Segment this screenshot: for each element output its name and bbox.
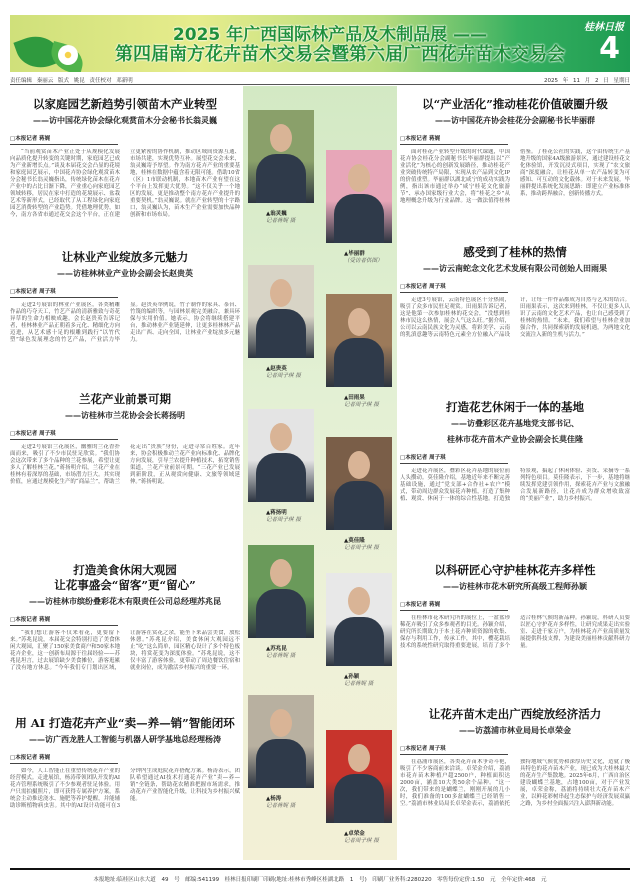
article-headline: 用 AI 打造花卉产业“卖—养—销”智能闭环 bbox=[15, 716, 235, 730]
article-byline: □本报记者 周子琪 bbox=[400, 744, 508, 755]
portrait-photo bbox=[248, 110, 314, 203]
person-body bbox=[256, 589, 306, 638]
article-byline: □本报记者 蒋娓 bbox=[10, 615, 118, 626]
photo-caption bbox=[266, 646, 295, 660]
caption-credit: 记者周子琪 摄 bbox=[344, 545, 379, 551]
person-head bbox=[348, 451, 370, 479]
flower-decoration-icon bbox=[58, 45, 78, 65]
article bbox=[10, 250, 240, 394]
caption-name: ▲翁灵巍 bbox=[266, 211, 287, 217]
caption-credit: 记者蒋娓 摄 bbox=[266, 803, 296, 809]
person-body bbox=[256, 309, 306, 358]
article-subheadline: ——访桂林市兰花协会会长蒋扬明 bbox=[65, 411, 185, 420]
article-byline: □本报记者 蒋娓 bbox=[400, 134, 508, 145]
article-subheadline: ——访叠彩区花卉基地党支部书记、 bbox=[451, 419, 579, 428]
person-head bbox=[270, 559, 292, 587]
divider bbox=[10, 868, 630, 870]
article-subheadline: ——访桂林林业产业协会副会长赵贵英 bbox=[57, 269, 193, 278]
article bbox=[10, 716, 240, 864]
article-body: 走进花卉展区，叠彩区花卉基地的展位前人头攒动。莫佳隆介绍，基地近年来不断完善基础设施，通过“党支部+合作社+农户”模式，带动周边群众发展花卉种植，打造了集种植、观赏、休闲于一体的综合性基地。打造独特景观，搞起了休闲体验、卖货、采摘等一系列特色项目。莫佳隆表示，下一步，基地将继续发挥党建引领作用，探索花卉产业与文旅融合发展新路径，让花卉成为群众增收致富的“美丽产业”，助力乡村振兴。 bbox=[400, 468, 630, 502]
caption-name: ▲苏兆昆 bbox=[266, 646, 287, 652]
photo-caption bbox=[344, 251, 383, 265]
article bbox=[400, 563, 630, 725]
footer-info: 本报地址:临桂区山水大道 49 号 邮编:541199 桂林日报印刷厂印刷(地址:桂林市秀峰区桂湖北路 1 号) 印刷厂业务科:2280220 零售每份定价:1.50 元 全年定价:468 元 bbox=[93, 877, 547, 883]
article-body: 在荔浦市展区，各类花卉苗木争奇斗艳，吸引了不少客商前来洽谈。卓荣金介绍，荔浦市花卉苗木种植户超2500户，种植面积达2000亩，涵盖10大类50余个品种。“这一次，我们带来的是蝴蝶兰，刚刚开展的几小时，我们准备的100多盆蝴蝶兰已经销售一空。”荔浦市林业局局长卓荣金表示，荔浦依托独特地域气候优势和深厚历史文化，造就了极具特色的花卉苗木产业，现已成为大桂林最大的花卉生产集散地。2025年6月，广西自治区建设蝴蝶兰基地，占地100亩，对于产业发展，卓荣金称，荔浦将持续壮大花卉苗木产业，以鲜花彩树串起生态保护与经济发展双赢之路，为乡村全面振兴注入澎湃新动能。 bbox=[400, 759, 630, 807]
article-byline: □本报记者 蒋娓 bbox=[10, 134, 118, 145]
portrait-photo bbox=[326, 730, 392, 823]
banner-title-line2: 第四届南方花卉苗木交易会暨第六届广西花卉苗木交易会 bbox=[115, 44, 565, 65]
page-number: 4 bbox=[599, 31, 620, 66]
divider bbox=[10, 84, 630, 85]
person-body bbox=[256, 154, 306, 203]
article-byline: □本报记者 蒋娓 bbox=[10, 753, 118, 764]
article-headline: 感受到了桂林的热情 bbox=[463, 245, 567, 259]
person-body bbox=[256, 453, 306, 502]
caption-credit: （受访者供图） bbox=[344, 258, 383, 264]
person-body bbox=[334, 338, 384, 387]
editor-credits: 责任编辑 秦丽云 版式 姚昆 责任校对 邓新明 bbox=[10, 78, 133, 84]
person-head bbox=[348, 308, 370, 336]
portrait-photo bbox=[326, 150, 392, 243]
article-subheadline: ——访中国花卉协会桂花分会副秘书长毕丽群 bbox=[435, 116, 595, 125]
article-byline: □本报记者 蒋娓 bbox=[400, 600, 508, 611]
photo-caption bbox=[344, 831, 379, 845]
article bbox=[400, 400, 630, 572]
caption-name: ▲卓荣金 bbox=[344, 831, 365, 837]
photo-caption bbox=[266, 366, 301, 380]
portrait-photo bbox=[248, 265, 314, 358]
article-subheadline: ——访广西龙胜人工智能与机器人研学基地总经理杨涛 bbox=[29, 735, 221, 744]
person-body bbox=[334, 194, 384, 243]
photo-caption bbox=[344, 674, 373, 688]
person-head bbox=[270, 709, 292, 737]
caption-credit: 记者周子琪 摄 bbox=[344, 838, 379, 844]
article bbox=[10, 563, 240, 718]
article-headline: 让花卉苗木走出广西绽放经济活力 bbox=[428, 707, 602, 721]
article-headline: 打造美食休闲大观园 bbox=[73, 563, 177, 577]
article-subheadline: ——访云南蛇念文化艺术发展有限公司创始人田雨果 bbox=[423, 264, 607, 273]
article-body: 走进2号展馆的林业产业展区，各类精雕作品的巧夺天工，竹艺产品的清新雅致与奇花异草的生命力相映成趣。会长赵贵英告诉记者，桂林林业产品正朝着多元化、精细化方向迈进，从艺术感十足的根雕到践行“以竹代塑”绿色发展理念的竹艺产品，产业活力毕显。赵贵英举例说，竹子制作的家具、茶台、竹篾的编织等，与园林景观完美融合，兼具环保与实用价值。她表示，协会将继续搭建平台，推动林业产业链延伸，让更多桂林林产品走出广西、走向全国，让林业产业绽放多元魅力。 bbox=[10, 302, 240, 343]
person-head bbox=[270, 124, 292, 152]
caption-name: ▲蒋扬明 bbox=[266, 510, 287, 516]
article-body: 走进3号展馆，云南特色展区十分热闹，吸引了众多市民驻足观赏。田雨果告诉记者，这是他第一次参加桂林的花交会，“没想到桂林市民这么热情，展会人气这么旺。”据介绍，公司以云南民族文化为灵感，将彩美学、云南的乳滇意趣等云南特色元素全方位融入产品设计，让每一件作品都成为自然与艺术的结合。田雨果表示，这次来到桂林，不仅让更多人认识了云南的文化艺术产品，也让自己感受到了桂林的热情。“未来，我们希望与桂林企业加强合作，共同探索新的发展机遇，为两地文化交流注入新的生机与活力。” bbox=[400, 297, 630, 338]
person-body bbox=[334, 774, 384, 823]
article-headline: 打造花艺休闲于一体的基地 bbox=[446, 400, 584, 414]
masthead-logo: 桂林日报 bbox=[584, 22, 624, 33]
article-byline: □本报记者 周子琪 bbox=[10, 287, 118, 298]
article-body: “当前观赏苗木产业正处于从规模化发展向品质化提升转变的关键时期，家庭园艺已成为产业新增长点。”谈及本届花交会凸显的花境和家庭园艺展示，中国花卉协会绿化观赏苗木分会秘书长翁灵巍指出，传统绿化苗木在花卉产业中的占比日渐下降，产业重心向家庭园艺领域转移，居民在家中打造的花境展示、盆栽艺术等新形式，已经取代了从工程绿化向家庭园艺消费转型的产业趋势。凭借地理优势，如今，南方各省市通过花交会这个平台，正在建立更紧密的协作机制，推动区域间资源互通、市场共建，实现优势互补。展望花交会未来，翁灵巍寄予厚望。作为南方花卉产业的重要基地，桂林在数据中蕴含着无限可能。借助10省（区）1市联动机制，本地苗木产业有望在这个平台上发挥更大优势。“这不仅关乎一个地区的发展，更是推动整个南方花卉产业提升的重要契机。”翁灵巍说。就在产业转型的十字路口，翁灵巍认为，苗木生产企业需要加快品种创新和市场布局。 bbox=[10, 149, 240, 218]
caption-name: ▲田雨果 bbox=[344, 395, 365, 401]
person-head bbox=[348, 164, 370, 192]
page-banner bbox=[10, 15, 630, 72]
article-headline: 让花事盛会“留客”更“留心” bbox=[54, 578, 196, 592]
article-subheadline: ——访桂林市缤纷叠彩花木有限责任公司总经理苏兆昆 bbox=[29, 597, 221, 606]
banner-title-line1: 2025 年广西国际林产品及木制品展 —— bbox=[172, 25, 488, 45]
caption-credit: 记者周子琪 摄 bbox=[344, 402, 379, 408]
article-byline: □本报记者 周子琪 bbox=[400, 453, 508, 464]
caption-name: ▲孙颖 bbox=[344, 674, 360, 680]
caption-credit: 记者蒋娓 摄 bbox=[266, 653, 296, 659]
person-body bbox=[334, 617, 384, 666]
issue-date: 2025 年 11 月 2 日 星期日 bbox=[544, 78, 630, 84]
caption-name: ▲毕丽群 bbox=[344, 251, 365, 257]
photo-caption bbox=[266, 510, 301, 524]
portrait-photo bbox=[248, 545, 314, 638]
portrait-photo bbox=[326, 573, 392, 666]
article-byline: □本报记者 周子琪 bbox=[400, 282, 508, 293]
article bbox=[10, 392, 240, 556]
article-body: 走进2号展馆兰花展区，幽雅的兰花香扑面而来，吸引了不少市民驻足欣赏。“我们协会这次带来了多个品种的兰花参展，希望让更多人了解桂林兰花。”蒋扬明介绍，兰花产业在桂林有着深厚的基础，市场潜力巨大。其实现价值，应通过规模化生产的“商品兰”，帮助兰花走出“贵族”身份，走进寻常百姓家。近年来，协会积极推动兰花产业向标准化、品牌化方向发展，引导兰农提升种植技术，拓宽销售渠道，兰花产业前景可期。“三花产业已发展到新阶段，正从观赏向健康、文旅等领域延伸。”蒋扬明说。 bbox=[10, 444, 240, 485]
photo-caption bbox=[344, 395, 379, 409]
photo-caption bbox=[266, 211, 295, 225]
portrait-photo bbox=[326, 294, 392, 387]
caption-credit: 记者周子琪 摄 bbox=[266, 517, 301, 523]
article-body: 在桂林市花木研究所的展位上，一盆盆珍稀花卉吸引了众多参观者的目光。孙颖介绍，研究所长期致力于本土花卉种质资源的收集、保存与利用工作，传承工作，其中，樱花栽培技术的系统性研究取得重要进展，培育了多个适合桂林气候的新品种。孙颖说，科研人员要以匠心守护花卉多样性，让研究成果走出实验室、走进千家万户，为桂林花卉产业高质量发展提供科技支撑，为建设美丽桂林贡献科研力量。 bbox=[400, 615, 630, 649]
caption-name: ▲莫佳隆 bbox=[344, 538, 365, 544]
article bbox=[400, 245, 630, 397]
caption-credit: 记者蒋娓 摄 bbox=[344, 681, 374, 687]
person-head bbox=[348, 587, 370, 615]
person-body bbox=[334, 481, 384, 530]
person-head bbox=[270, 279, 292, 307]
article-headline: 以家庭园艺新趋势引领苗木产业转型 bbox=[33, 97, 217, 111]
caption-credit: 记者蒋娓 摄 bbox=[266, 218, 296, 224]
article-headline: 以科研匠心守护桂林花卉多样性 bbox=[434, 563, 596, 577]
person-head bbox=[348, 744, 370, 772]
article bbox=[400, 707, 630, 879]
article-body: 如今，人工智能正在重塑传统花卉产业的经营模式。走进展馆，杨涛带领团队开发的AI花卉管理系统吸引了不少参观者驻足体验。用户只需拍摄照片，即可获得专属养护方案，系统会主动推送浇水、施肥等养护提醒，并能辅助诊断植物病虫害。其中的AI设计功能可在3分钟内生成庭院花卉搭配方案。杨涛表示，团队希望通过AI技术打通花卉产业“卖—养—销”全链条，帮助花农精准把握市场需求，推动花卉产业智能化升级，让科技为乡村振兴赋能。 bbox=[10, 768, 240, 809]
article-headline: 以“产业活化”推动桂花价值破圈升级 bbox=[422, 97, 608, 111]
caption-name: ▲杨涛 bbox=[266, 796, 282, 802]
caption-credit: 记者周子琪 摄 bbox=[266, 373, 301, 379]
article bbox=[10, 97, 240, 241]
article-subheadline: ——访桂林市花木研究所高级工程师孙颖 bbox=[443, 582, 587, 591]
article-subheadline: ——访荔浦市林业局局长卓荣金 bbox=[459, 726, 571, 735]
article-byline: □本报记者 周子琪 bbox=[10, 429, 118, 440]
person-body bbox=[256, 739, 306, 788]
article-body: “我们想让游客不仅来看花，更要留下来。”苏兆昆说，本届花交会特别打造了美食休闲大观园，汇聚了150家美食商户和50家本地花卉企业，这一创新布局源于往届经验——苏兆昆坦言，过去展馆缺少美食摊位，游客逛累了没有地方休息。“今年我们专门划出区域，让游客在赏花之余，能坐下来品尝美食，放松休憩。”苏兆昆介绍，美食休闲大观园远不止“吃”这么简单，园区精心设计了多个特色板块，将赏花变为深度体验。“苏兆昆说，这不仅丰富了游客体验，更带动了周边餐饮住宿和就业岗位，成为激活乡村振兴的重要一环。 bbox=[10, 630, 240, 671]
article-headline: 让林业产业绽放多元魅力 bbox=[61, 250, 189, 264]
article-subheadline: ——访中国花卉协会绿化观赏苗木分会秘书长翁灵巍 bbox=[33, 116, 217, 125]
portrait-photo bbox=[326, 437, 392, 530]
article bbox=[400, 97, 630, 249]
person-head bbox=[270, 423, 292, 451]
portrait-photo bbox=[248, 695, 314, 788]
portrait-photo bbox=[248, 409, 314, 502]
caption-name: ▲赵贵英 bbox=[266, 366, 287, 372]
photo-caption bbox=[266, 796, 295, 810]
article-subheadline: 桂林市花卉苗木产业协会副会长莫佳隆 bbox=[447, 435, 583, 444]
photo-caption bbox=[344, 538, 379, 552]
article-body: 面对桂花产业转型升级的时代课题，中国花卉协会桂花分会副秘书长毕丽群提出以“产业活化”为核心的创新发展路径，推动桂花产业突破传统特产局限，实现从农产品到文化IP的价值重塑。毕丽群以湖北咸宁的成功实践为例，指出该市通过举办“咸宁桂花文化旅游节”、承办国家级行业大会，将“桂花之乡”从地理概念升级为行业品牌。这一做法值得桂林借鉴。了桂花公社的实践，这个由传统生产基地升级的国家4A级旅游景区，通过建设桂花文化体验馆，开发沉浸式项目，实现了“农文旅商”深度融合，让桂花从单一农产品转变为可感知、可互动的文化载体。对于未来发展，毕丽群提出系统化发展思路：即建立产业标准体系，推动跨界融合，创新传播方式。 bbox=[400, 149, 630, 204]
article-headline: 兰花产业前景可期 bbox=[79, 392, 171, 406]
